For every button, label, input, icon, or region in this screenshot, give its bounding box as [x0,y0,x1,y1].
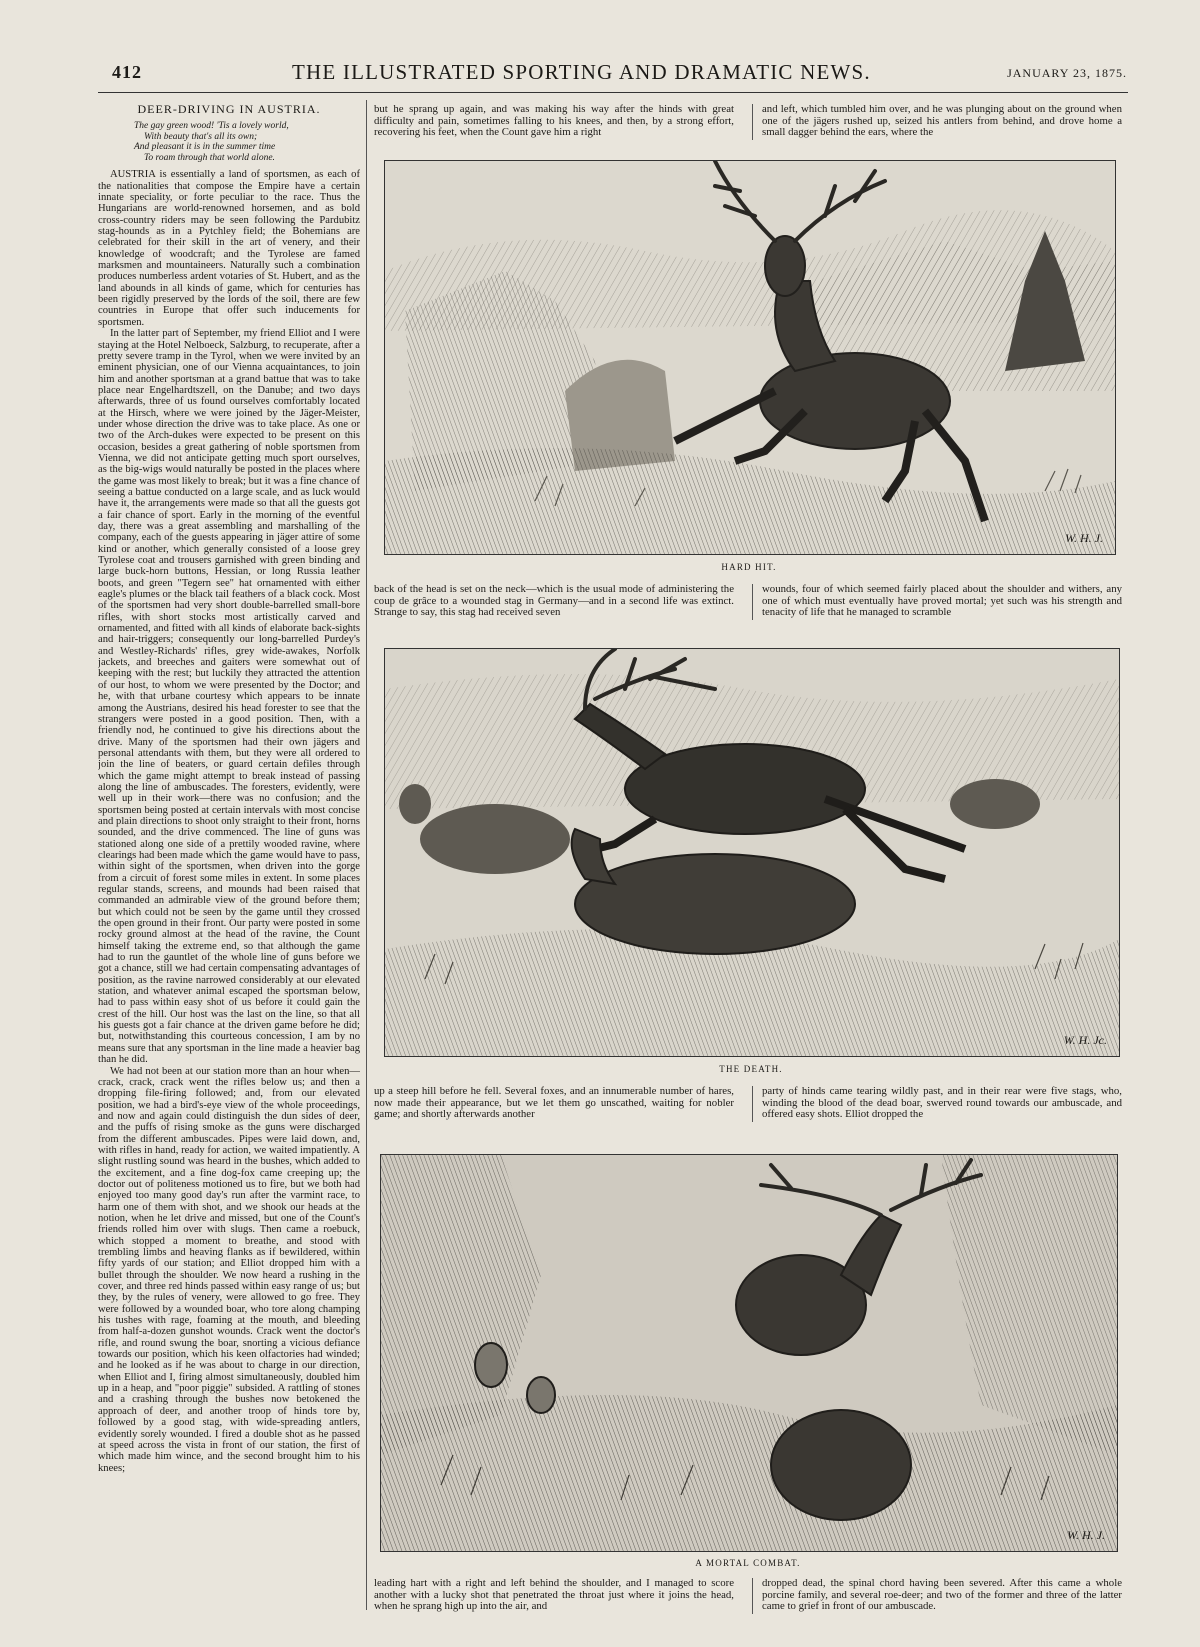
text-band-3-left: up a steep hill before he fell. Several foxes, and an innumerable number of hares, now made their appearance, but we let them go unscathed, waiting for nobler game; and shortly afterwards another [374,1086,734,1121]
epigraph [134,121,360,163]
publication-title: THE ILLUSTRATED SPORTING AND DRAMATIC NEWS. [292,60,871,84]
engraving-stags-fighting-icon [381,1155,1117,1551]
article-paragraph: AUSTRIA is essentially a land of sportsmen, as each of the nationalities that compose the Empire have a certain innate speciality, or forte peculiar to the race. Thus the Hungarians are world-renowned horsemen, and as bold cross-country riders may be seen following the Pardubitz stag-hounds as in a Pytchley field; the Bohemians are celebrated for their skill in the art of venery, and their knowledge of woodcraft; and the Tyrolese are famed marksmen and mountaineers. Naturally such a combination produces numberless ardent votaries of St. Hubert, and as the land abounds in all kinds of game, which for centuries has been rigidly preserved by the lords of the soil, there are few countries in Europe that offer such inducements for sportsmen. [98,169,360,328]
illustration-the-death [384,648,1120,1057]
article-paragraph: In the latter part of September, my friend Elliot and I were staying at the Hotel Nelboeck, Salzburg, to recuperate, after a pretty severe tramp in the Tyrol, when we were invited by an eminent physician, one of our Vienna acquaintances, to join him and another sportsman at a grand battue that was to take place near Engelhardtszell, on the Danube; and two days afterwards, three of us found ourselves comfortably located at the Hirsch, where we were joined by the Jäger-Meister, under whose direction the drive was to take place. As one or two of the Arch-dukes were expected to be present on this occasion, besides a great gathering of noble sportsmen from Vienna, we did not anticipate getting much sport ourselves, as the big-wigs would naturally be posted in the places where the game was most likely to break; but it was a fine chance of seeing a battue conducted on a large scale, and as luck would have it, the arrangements were made so that all the guests got a fair chance of sport. Early in the morning of the eventful day, there was a great assembling and marshalling of the company, each of the guests appearing in jäger attire of some kind or another, which generally consisted of a loose grey Tyrolese coat and trousers garnished with green binding and large buck-horn buttons, Hessian, or long Russia leather boots, and green "Tegern see" hat ornamented with either eagle's plumes or the black tail feathers of a black cock. Most of the sportsmen had very short double-barrelled small-bore rifles, with short stocks most artistically carved and ornamented, and fitted with all kinds of elaborate back-sights and hair-triggers; consequently our long-barrelled Purdey's and Westley-Richards' rifles, grey wide-awakes, Norfolk jackets, and breeches and gaiters were somewhat out of keeping with the rest; but luckily they attracted the attention of our host, to whom we were presented by the Doctor; and he, with that urbane courtesy which appears to be innate among the Austrians, desired his head forester to see that the strangers were posted in a good position. Then, with a friendly nod, he continued to give his directions about the drive. Many of the sportsmen had their own jägers and personal attendants with them, but they were all ordered to join the line of beaters, or guard certain defiles through which the game might attempt to break instead of passing along the line of ambuscades. The foresters, evidently, were well up in their work—there was no confusion; and the sportsmen being posted at certain intervals with most concise and plain directions to shoot only straight to their front, horns sounded, and the drive commenced. The line of guns was stationed along one side of a prettily wooded ravine, where clearings had been made which the game would have to pass, within sight of the sportsmen, when driven into the gorge from a circuit of forest some miles in extent. In some places regular stands, screens, and mounds had been raised that commanded an admirable view of the ground before them; but which could not be seen by the game until they crossed the open ground in their front. Our party were posted in some rocky ground almost at the head of the ravine, the Count himself taking the extreme end, so that although the game had to run the gauntlet of the whole line of guns before we got a chance, still we had certain compensating advantages of position, as the ravine narrowed considerably at our elevated station, and whatever animal escaped the sportsman below, had to pass within easy shot of us before it could gain the crest of the hill. Our host was the last on the line, so that all his guests got a fair chance at the driven game before he did; but, notwithstanding this courteous concession, I am by no means sure that any sportsman in the line made a heavier bag than he did. [98,328,360,1066]
epigraph-line: With beauty that's all its own; [144,131,258,142]
article-title: DEER-DRIVING IN AUSTRIA. [137,102,321,116]
column-rule [752,1578,753,1614]
column-rule [752,584,753,620]
epigraph-line: And pleasant it is in the summer time [134,142,276,153]
engraving-stag-leaping-icon [385,161,1115,554]
column-rule [752,104,753,140]
illustration-hard-hit [384,160,1116,555]
text-band-1-left: but he sprang up again, and was making his way after the hinds with great difficulty and pain, sometimes falling to his knees, and then, by a strong effort, recovering his feet, when the Count gave him a right [374,104,734,139]
text-band-3-right: party of hinds came tearing wildly past, and in their rear were five stags, who, winding the blood of the dead boar, swerved round towards our ambuscade, and offered easy shots. Elliot dropped the [762,1086,1122,1121]
illustration-caption: HARD HIT. [721,562,777,572]
masthead [112,62,1127,92]
page-number: 412 [112,62,142,82]
engraving-deer-herd-icon [385,649,1119,1056]
illustration-caption: A MORTAL COMBAT. [695,1558,801,1568]
text-band-2-right: wounds, four of which seemed fairly placed about the shoulder and withers, any one of which must eventually have proved mortal; yet such was his strength and tenacity of life that he managed to scramble [762,584,1122,619]
header-rule [98,92,1128,93]
column-rule [752,1086,753,1122]
epigraph-line: To roam through that world alone. [144,152,275,163]
text-band-4-right: dropped dead, the spinal chord having been severed. After this came a whole porcine family, and several roe-deer; and two of the former and three of the latter came to grief in front of our ambuscade. [762,1578,1122,1613]
text-band-4-left: leading hart with a right and left behind the shoulder, and I managed to score another with a lucky shot that penetrated the throat just where it joins the head, when he sprang high up into the air, and [374,1578,734,1613]
text-band-2-left: back of the head is set on the neck—which is the usual mode of administering the coup de grâce to a wounded stag in Germany—and in a second life was extinct. Strange to say, this stag had received seven [374,584,734,619]
illustration-mortal-combat [380,1154,1118,1552]
article-column-1 [98,96,360,1611]
column-rule [366,100,367,1610]
text-band-1-right: and left, which tumbled him over, and he was plunging about on the ground when one of the jägers rushed up, seized his antlers from behind, and drove home a small dagger behind the ears, where the [762,104,1122,139]
engraver-signature: W. H. J. [1067,1528,1105,1542]
issue-date: JANUARY 23, 1875. [1007,66,1127,80]
epigraph-line: The gay green wood! 'Tis a lovely world, [134,121,289,132]
article-paragraph: We had not been at our station more than an hour when—crack, crack, crack went the rifles below us; and then a dropping file-firing followed; and, from our elevated position, we had a bird's-eye view of the whole proceedings, and now and again could distinguish the dun sides of deer, and the puffs of rising smoke as the guns were discharged from the different ambuscades. Pipes were laid down, and, with rifles in hand, ready for action, we waited impatiently. A slight rustling sound was heard in the bushes, which added to the excitement, and a fine dog-fox came creeping up; the doctor out of politeness motioned us to fire, but we both had enjoyed too many good day's run after the varmint race, to harm one of them with shot, and we shook our heads at the notion, when he let drive and missed, but one of the Count's friends rolled him over with slugs. Then came a roebuck, which stopped a moment to breathe, and stood with trembling limbs and heaving flanks as if bewildered, within fifty yards of our station; and Elliot dropped him with a bullet through the shoulder. We now heard a rushing in the cover, and three red hinds passed within easy range of us; but they, by the rules of venery, were allowed to go free. They were followed by a wounded boar, who tore along champing his tushes with rage, foaming at the mouth, and bleeding from half-a-dozen gunshot wounds. Crack went the doctor's rifle, and round swung the boar, snorting a vicious defiance towards our position, which his keen olfactories had winded; and he looked as if he was about to charge in our direction, when Elliot and I, firing almost simultaneously, doubled him up in a heap, and "poor piggie" subsided. A rattling of stones and a crashing through the bushes now betokened the approach of deer, and another troop of hinds tore by, followed by a good stag, with wide-spreading antlers, evidently sorely wounded. I fired a double shot as he passed at speed across the vista in front of our station, the first of which made him wince, and the second brought him to his knees; [98,1065,360,1474]
engraver-signature: W. H. J. [1065,531,1103,545]
illustration-caption: THE DEATH. [719,1064,783,1074]
engraver-signature: W. H. Jc. [1063,1033,1107,1047]
